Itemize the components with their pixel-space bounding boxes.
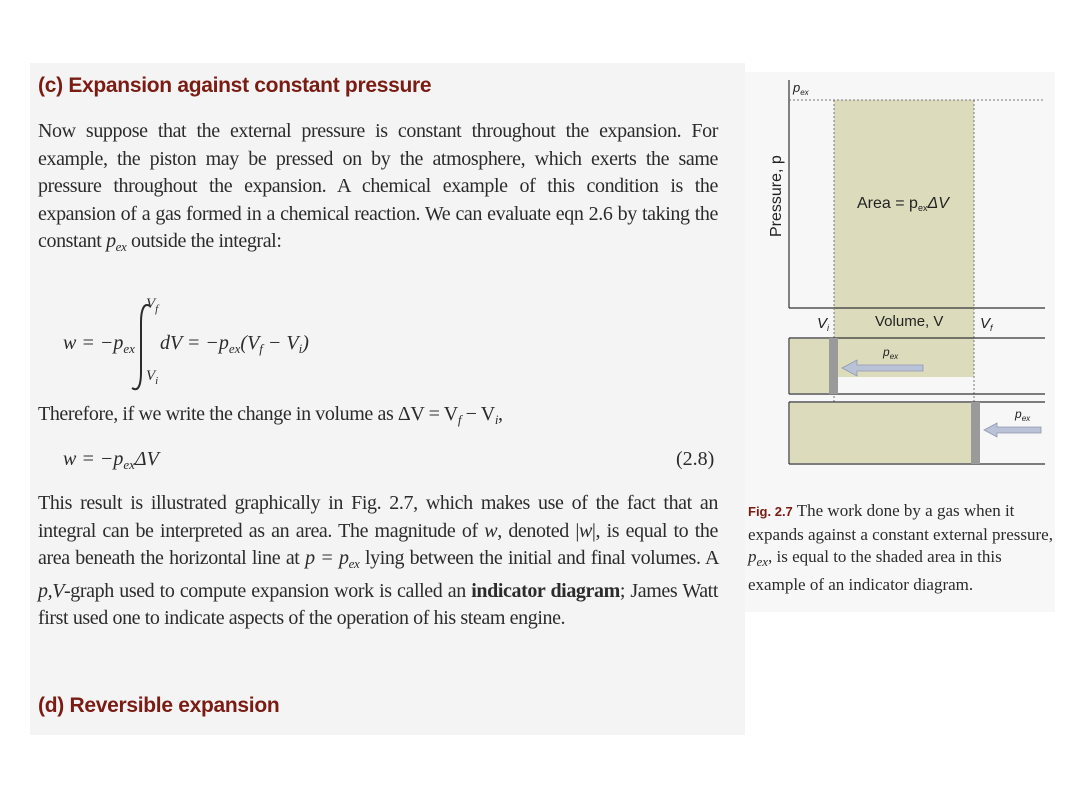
- integral-lhs: $w = -p_{ex}$: [63, 332, 135, 356]
- indicator-diagram: [745, 72, 1055, 492]
- p-ex-label: $p_{ex}$: [793, 80, 809, 97]
- section-d-heading: [38, 694, 279, 718]
- section-c-label: (c): [38, 74, 63, 97]
- vf-label: $V_f$: [980, 315, 993, 333]
- piston-initial: [829, 338, 838, 394]
- cylinder-final: [789, 402, 1045, 464]
- section-d-label: (d): [38, 694, 64, 717]
- integral-upper-limit: $V_f$: [146, 296, 159, 315]
- y-axis-label: Pressure, p: [768, 155, 785, 237]
- section-c-title: Expansion against constant pressure: [68, 74, 432, 97]
- equation-number: (2.8): [676, 448, 715, 470]
- area-label: Area = pexΔV: [857, 195, 949, 213]
- figure-caption: Fig. 2.7 The work done by a gas when it expands against a constant external pressure, $p_{ex}$, is equal to the shaded area in this example of an indicator diagram.: [748, 501, 1053, 594]
- figure-number: Fig. 2.7: [748, 504, 793, 519]
- ex-subscript: ex: [115, 239, 127, 254]
- x-axis-label: Volume, V: [875, 313, 944, 330]
- vi-label: $V_i$: [817, 315, 830, 333]
- piston-final: [971, 402, 980, 464]
- paragraph-1-tail: outside the integral:: [131, 230, 282, 252]
- work-area: [834, 100, 974, 377]
- indicator-diagram-term: indicator diagram: [471, 579, 620, 602]
- paragraph-1: [38, 118, 718, 261]
- paragraph-1-text: Now suppose that the external pressure is constant throughout the expansion. For example, the piston may be pressed on by the atmosphere, which exerts the same pressure throughout the expansion. A chemical example of this condition is the expansion of a gas formed in a chemical reaction. We can evaluate eqn 2.6 by taking the constant: [38, 120, 718, 252]
- integral-lower-limit: $V_i$: [146, 368, 159, 387]
- paragraph-2: Therefore, if we write the change in volume as $\Delta V = V_f - V_i$,: [38, 403, 503, 427]
- paragraph-3: This result is illustrated graphically in Fig. 2.7, which makes use of the fact that an integral can be interpreted as an area. The magnitude of w, denoted |w|, is equal to the area beneath the horizontal line at $p = p_{ex}$ lying between the initial and final volumes. A p,V-graph used to compute expansion work is called an indicator diagram; James Watt first used one to indicate aspects of the operation of his steam engine.: [38, 492, 718, 629]
- piston1-label: $p_{ex}$: [883, 345, 899, 361]
- piston2-label: $p_{ex}$: [1015, 407, 1031, 423]
- integral-rhs: dV = $-p_{ex}(V_f - V_i)$: [160, 332, 309, 356]
- pressure-arrow-final: [984, 423, 1041, 437]
- p-symbol: p: [106, 230, 116, 252]
- section-d-title: Reversible expansion: [69, 694, 280, 717]
- section-c-heading: [38, 74, 431, 98]
- equation-2-8: $w = -p_{ex}\Delta V$: [63, 448, 159, 472]
